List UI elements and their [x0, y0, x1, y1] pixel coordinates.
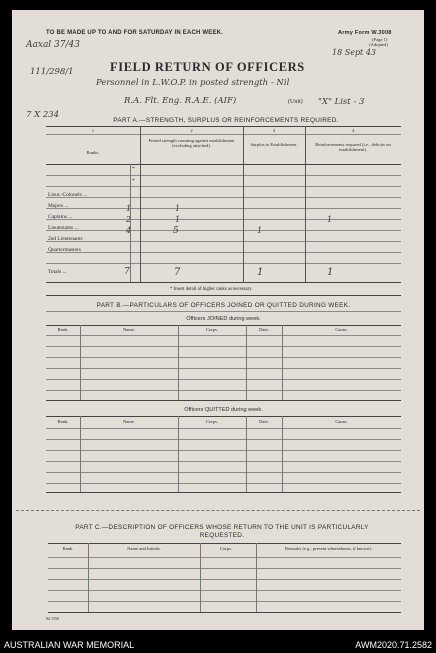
hw-lieutenants-count: 4 [126, 226, 132, 235]
hw-captains-count: 2 [126, 215, 132, 224]
part-c-col-remarks: Remarks (e.g., present whereabouts, if known). [284, 546, 372, 551]
form-page: (Page 1) [372, 37, 388, 42]
rank-lieutenants: Lieutenants ... [48, 225, 79, 231]
rank-2nd-lieutenants: 2nd Lieutenants [48, 236, 83, 242]
rank-majors: Majors ... [48, 203, 69, 209]
part-a-footnote: * Insert detail of higher ranks as necessary. [170, 287, 253, 292]
hw-col4-totals: 1 [327, 267, 334, 278]
form-title: FIELD RETURN OF OFFICERS [110, 60, 305, 74]
col-number-2: 2 [190, 128, 193, 133]
hw-col2-lieutenants: 5 [173, 226, 179, 236]
col-header-surplus: Surplus to Establishment. [250, 142, 298, 147]
totals-label: Totals ... [48, 269, 67, 275]
hw-col2-totals: 7 [174, 267, 181, 278]
handwritten-unit: R.A. Flt. Eng. R.A.E. (AIF) [124, 96, 237, 106]
quitted-col-corps: Corps. [205, 419, 219, 424]
part-a-heading: PART A.—STRENGTH, SURPLUS OR REINFORCEMENTS REQUIRED. [113, 117, 339, 124]
asterisk-2: * [132, 178, 135, 184]
rank-lieut-colonels: Lieut.-Colonels ... [48, 192, 88, 198]
quitted-col-cause: Cause. [335, 419, 348, 424]
handwritten-personnel: Personnel in L.W.O.P. in posted strength - Nil [96, 78, 290, 88]
form-sheet [12, 10, 424, 630]
joined-title: Officers JOINED during week. [186, 316, 261, 322]
instruction-text: TO BE MADE UP TO AND FOR SATURDAY IN EACH WEEK. [46, 30, 224, 36]
handwritten-list: "X" List - 3 [318, 97, 365, 107]
asterisk-1: * [132, 166, 135, 172]
handwritten-ref-1: Aaxal 37/43 [26, 40, 80, 50]
quitted-col-date: Date. [259, 419, 269, 424]
rank-quartermasters: Quartermasters [48, 247, 81, 253]
hw-col3-totals: 1 [257, 267, 264, 278]
col-number-1: 1 [91, 128, 95, 133]
hw-col3-lieutenants: 1 [257, 226, 263, 235]
quitted-title: Officers QUITTED during week. [184, 407, 263, 413]
hw-col2-captains: 1 [175, 215, 181, 224]
col-number-3: 3 [272, 128, 276, 133]
part-c-col-name: Name and Initials. [127, 546, 161, 551]
joined-col-rank: Rank. [57, 327, 69, 332]
form-adopted: (Adopted) [369, 42, 388, 47]
hw-majors-count: 1 [126, 204, 132, 213]
hw-totals-count: 7 [124, 267, 130, 277]
handwritten-date: 18 Sept 43 [332, 48, 376, 57]
quitted-col-rank: Rank. [57, 419, 69, 424]
part-c-col-corps: Corps. [219, 546, 233, 551]
joined-col-date: Date. [259, 327, 269, 332]
col-number-4: 4 [351, 128, 355, 133]
footer-accession-number: AWM2020.71.2582 [355, 640, 432, 650]
form-number: Army Form W.3008 [338, 30, 392, 36]
col-header-posted: Posted strength counting against establishment (excluding attached). [148, 138, 235, 149]
part-c-heading: PART C.—DESCRIPTION OF OFFICERS WHOSE RETURN TO THE UNIT IS PARTICULARLY REQUESTED. [75, 524, 369, 539]
quitted-col-name: Name. [122, 419, 136, 424]
joined-col-corps: Corps. [205, 327, 219, 332]
handwritten-ref-2: 111/298/1 [30, 67, 74, 77]
hw-col4-majors: 1 [327, 215, 333, 224]
col-header-ranks: Ranks. [86, 150, 100, 155]
rank-captains: Captains ... [48, 214, 73, 220]
col-header-reinforcements: Reinforcements required (i.e., deficits on establishment). [315, 142, 391, 153]
print-code: 94 1556 [46, 616, 59, 621]
joined-col-cause: Cause. [335, 327, 348, 332]
joined-col-name: Name. [122, 327, 136, 332]
part-b-heading: PART B.—PARTICULARS OF OFFICERS JOINED OR QUITTED DURING WEEK. [96, 302, 351, 309]
part-c-col-rank: Rank. [62, 546, 74, 551]
unit-label: (Unit) [288, 99, 303, 105]
hw-col2-majors: 1 [175, 204, 181, 213]
footer-institution: AUSTRALIAN WAR MEMORIAL [4, 640, 135, 650]
handwritten-margin-note: 7 X 234 [26, 110, 60, 120]
